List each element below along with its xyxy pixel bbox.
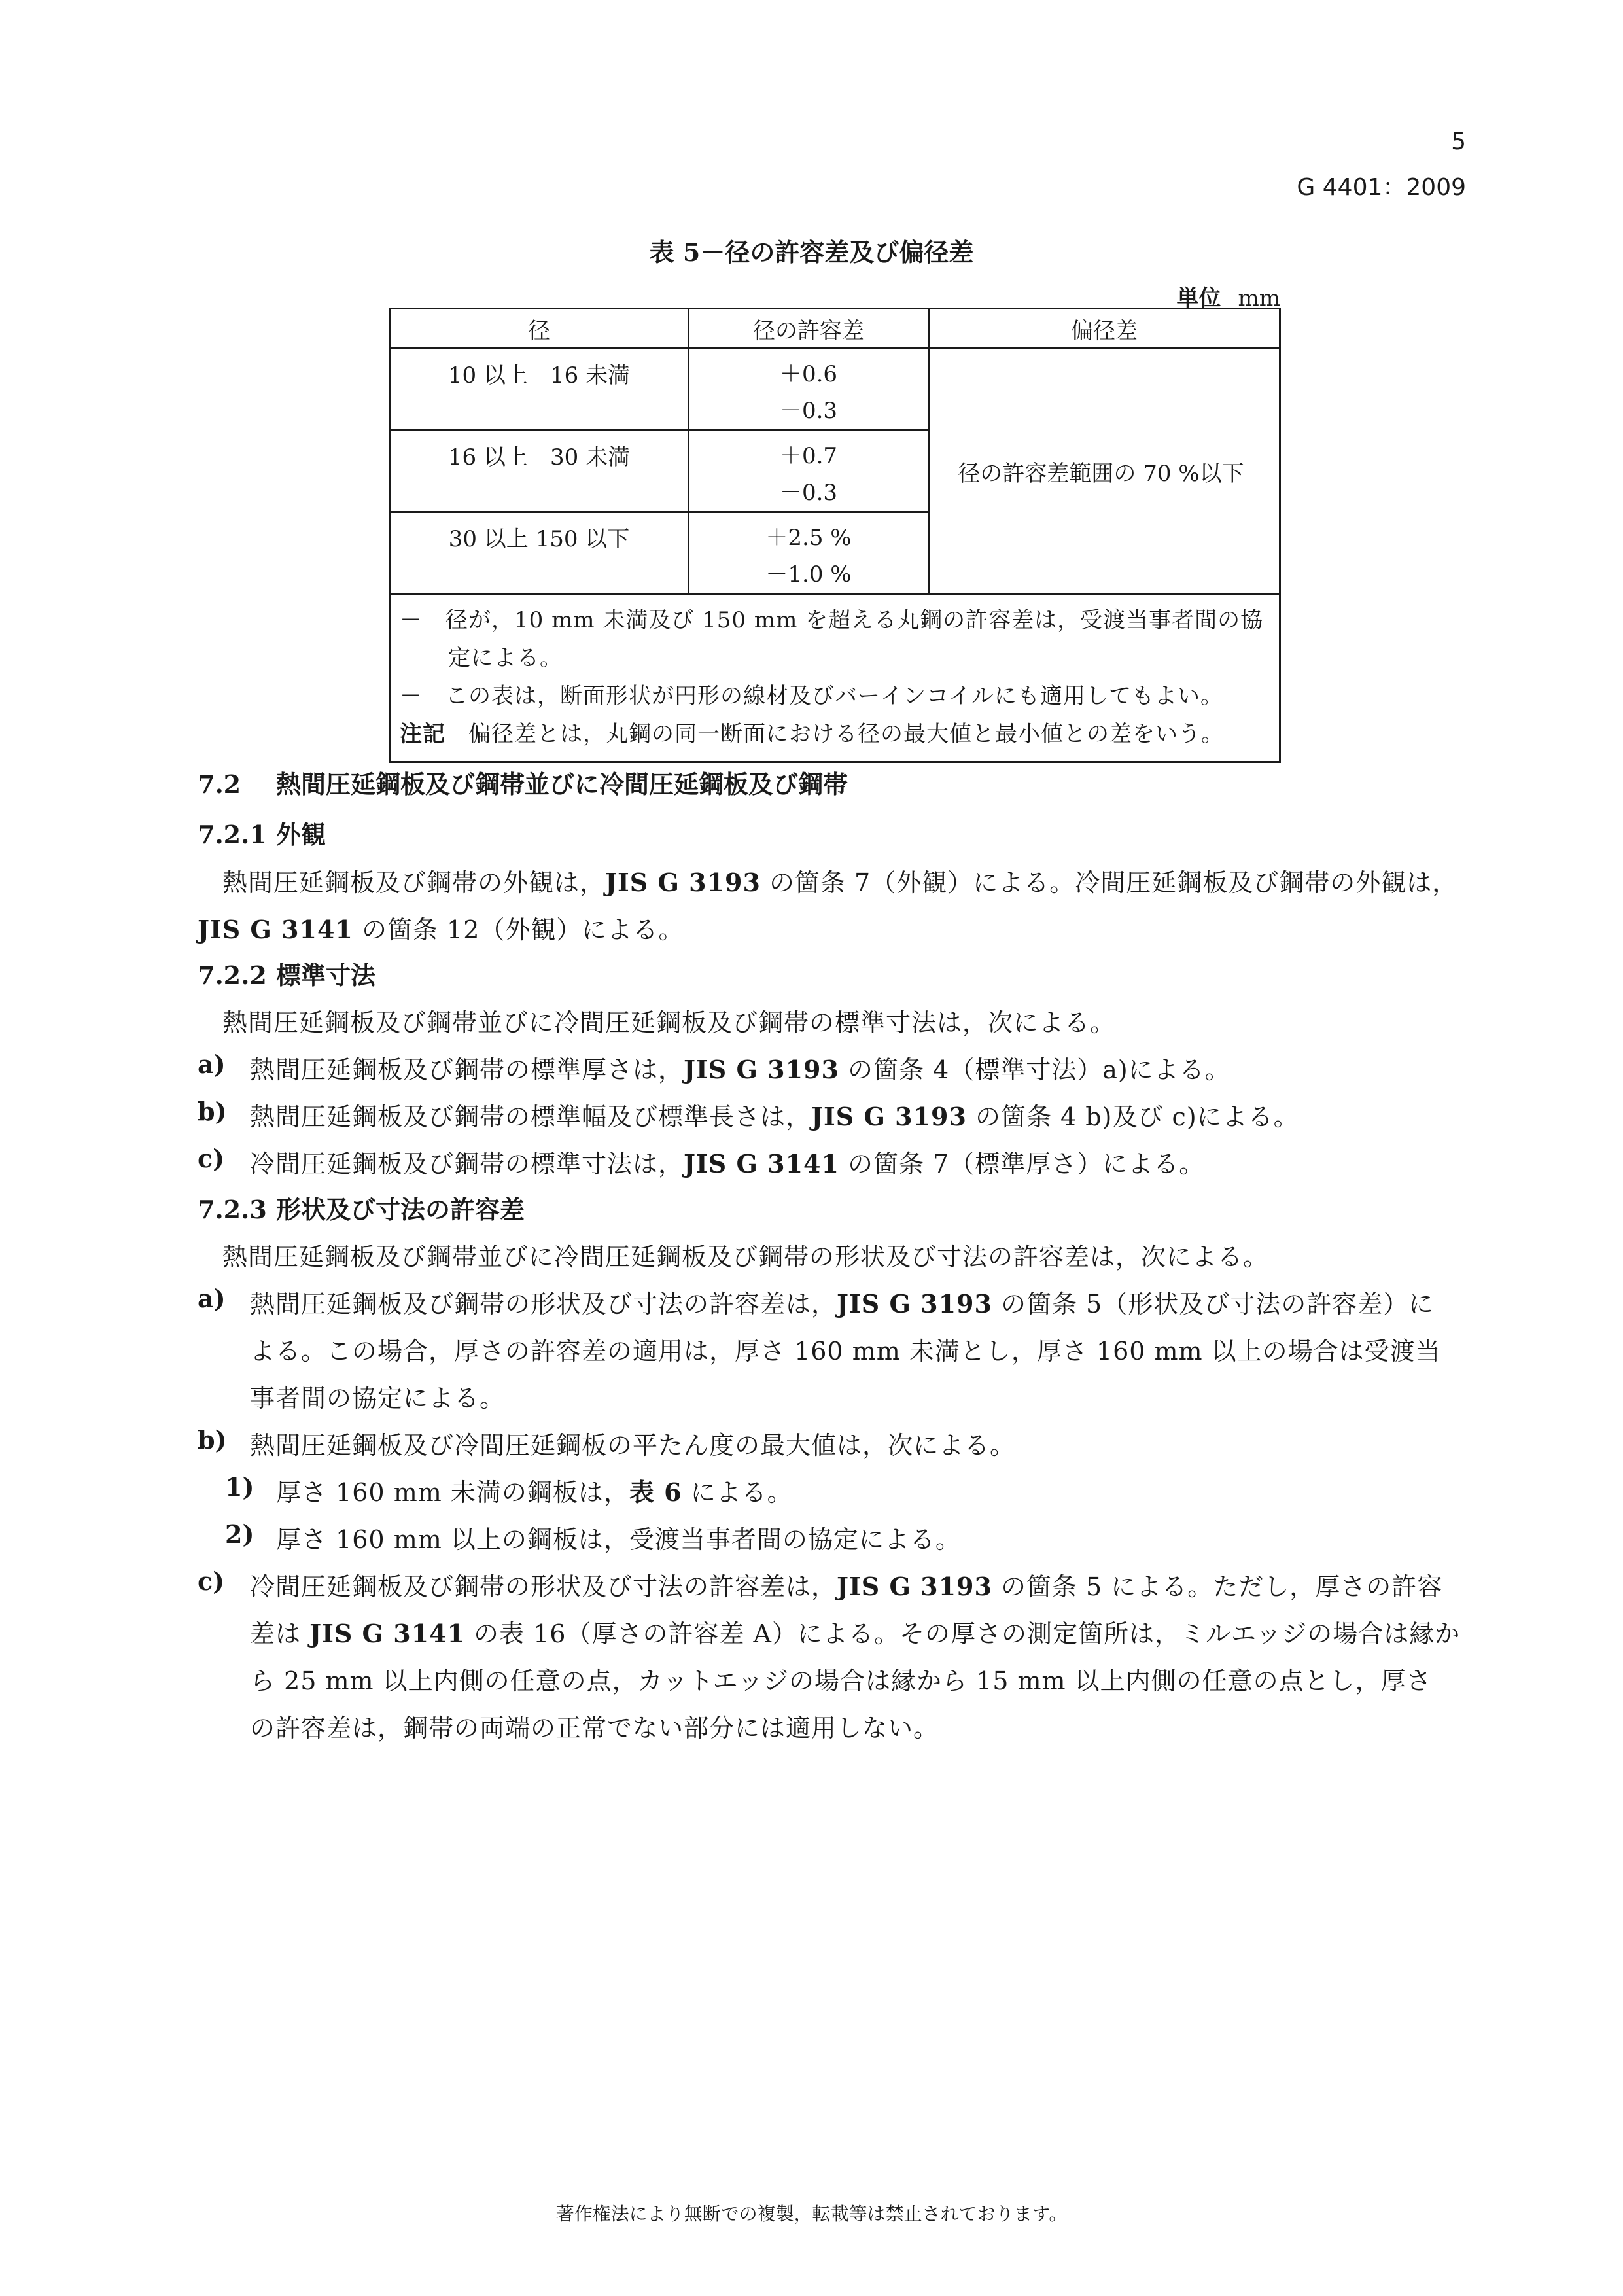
text: の箇条 7（外観）による。冷間圧延鋼板及び鋼帯の外観は， xyxy=(760,868,1458,897)
text: 熱間圧延鋼板及び鋼帯の外観は， xyxy=(222,868,606,897)
text: の箇条 4（標準寸法）a)による。 xyxy=(839,1055,1230,1084)
jis-reference: JIS G 3193 xyxy=(684,1055,839,1084)
text: の箇条 7（標準厚さ）による。 xyxy=(839,1150,1205,1178)
table-row xyxy=(390,349,1280,431)
paragraph-std-dim-intro: 熱間圧延鋼板及び鋼帯並びに冷間圧延鋼板及び鋼帯の標準寸法は，次による。 xyxy=(222,1008,1116,1037)
header-diameter: 径 xyxy=(390,309,689,349)
tolerance-minus: －1.0 % xyxy=(765,561,852,588)
table-note: 定による。 xyxy=(448,645,563,671)
item-label: b) xyxy=(198,1425,227,1455)
text: 熱間圧延鋼板及び鋼帯の形状及び寸法の許容差は， xyxy=(250,1290,837,1318)
jis-reference: JIS G 3193 xyxy=(811,1102,967,1131)
section-title: 熱間圧延鋼板及び鋼帯並びに冷間圧延鋼板及び鋼帯 xyxy=(276,769,848,799)
item-text xyxy=(250,1144,1204,1180)
text: の箇条 12（外観）による。 xyxy=(353,915,684,944)
jis-reference: JIS G 3141 xyxy=(309,1619,465,1648)
item-label: a) xyxy=(198,1050,226,1079)
item-label: b) xyxy=(198,1097,227,1126)
cell-tolerance xyxy=(689,431,929,512)
text: 冷間圧延鋼板及び鋼帯の形状及び寸法の許容差は， xyxy=(250,1572,837,1601)
text: の表 16（厚さの許容差 A）による。その厚さの測定箇所は，ミルエッジの場合は縁か xyxy=(464,1619,1461,1648)
section-number: 7.2.1 xyxy=(198,820,267,849)
item-label: a) xyxy=(198,1284,226,1313)
item-text: 熱間圧延鋼板及び冷間圧延鋼板の平たん度の最大値は，次による。 xyxy=(250,1431,1016,1460)
item-text: ら 25 mm 以上内側の任意の点，カットエッジの場合は縁から 15 mm 以上内側の任意の点とし，厚さ xyxy=(250,1667,1432,1695)
jis-reference: JIS G 3193 xyxy=(605,868,761,897)
text: 熱間圧延鋼板及び鋼帯の標準厚さは， xyxy=(250,1055,684,1084)
paragraph-appearance-1 xyxy=(222,862,1457,898)
table-header-row xyxy=(390,309,1280,349)
item-text: 事者間の協定による。 xyxy=(250,1384,506,1413)
text: による。 xyxy=(682,1478,793,1507)
remark-label: 注記 xyxy=(400,721,445,747)
item-text xyxy=(250,1566,1442,1602)
subitem-label: 1) xyxy=(225,1472,254,1502)
page-number: 5 xyxy=(1451,128,1466,155)
tolerance-plus: ＋0.6 xyxy=(779,361,838,387)
item-text xyxy=(250,1614,1460,1650)
subitem-text: 厚さ 160 mm 以上の鋼板は，受渡当事者間の協定による。 xyxy=(276,1525,961,1554)
cell-diameter: 10 以上 16 未満 xyxy=(390,349,689,431)
section-heading-7-2 xyxy=(198,764,848,800)
tolerance-minus: －0.3 xyxy=(779,480,838,506)
table-title: 表 5－径の許容差及び偏径差 xyxy=(649,238,974,267)
jis-reference: JIS G 3141 xyxy=(198,915,353,944)
cell-deviation: 径の許容差範囲の 70 %以下 xyxy=(929,349,1280,594)
jis-reference: JIS G 3193 xyxy=(837,1289,992,1318)
tolerance-minus: －0.3 xyxy=(779,398,838,424)
document-id: G 4401：2009 xyxy=(1297,174,1466,201)
copyright-footer: 著作権法により無断での複製，転載等は禁止されております。 xyxy=(555,2203,1068,2225)
subitem-text xyxy=(276,1472,793,1508)
table-notes xyxy=(390,594,1280,762)
section-heading-7-2-1 xyxy=(198,815,326,851)
item-label: c) xyxy=(198,1144,225,1173)
item-label: c) xyxy=(198,1566,225,1596)
text: 熱間圧延鋼板及び鋼帯の標準幅及び標準長さは， xyxy=(250,1103,812,1131)
text: 厚さ 160 mm 未満の鋼板は， xyxy=(276,1478,629,1507)
section-title: 形状及び寸法の許容差 xyxy=(276,1195,525,1224)
text: の箇条 5（形状及び寸法の許容差）に xyxy=(992,1290,1435,1318)
table-reference: 表 6 xyxy=(629,1477,682,1507)
section-heading-7-2-3 xyxy=(198,1190,525,1226)
text: の箇条 5 による。ただし，厚さの許容 xyxy=(992,1572,1443,1601)
section-number: 7.2.2 xyxy=(198,961,267,990)
remark-text: 偏径差とは，丸鋼の同一断面における径の最大値と最小値との差をいう。 xyxy=(468,721,1224,747)
section-number: 7.2 xyxy=(198,769,241,799)
table-note: － この表は，断面形状が円形の線材及びバーインコイルにも適用してもよい。 xyxy=(400,683,1223,709)
item-text xyxy=(250,1050,1230,1086)
text: の箇条 4 b)及び c)による。 xyxy=(966,1103,1299,1131)
item-text xyxy=(250,1097,1299,1133)
item-text: の許容差は，鋼帯の両端の正常でない部分には適用しない。 xyxy=(250,1714,939,1742)
item-text: よる。この場合，厚さの許容差の適用は，厚さ 160 mm 未満とし，厚さ 160 mm 以上の場合は受渡当 xyxy=(250,1337,1441,1366)
table-remark xyxy=(400,715,1270,753)
tolerance-plus: ＋0.7 xyxy=(779,443,838,469)
table-note: － 径が，10 mm 未満及び 150 mm を超える丸鋼の許容差は，受渡当事者間の協 xyxy=(400,607,1264,633)
cell-diameter: 30 以上 150 以下 xyxy=(390,512,689,594)
text: 差は xyxy=(250,1619,310,1648)
jis-reference: JIS G 3141 xyxy=(684,1149,839,1178)
header-tolerance: 径の許容差 xyxy=(689,309,929,349)
paragraph-tolerance-intro: 熱間圧延鋼板及び鋼帯並びに冷間圧延鋼板及び鋼帯の形状及び寸法の許容差は，次による。 xyxy=(222,1243,1269,1271)
cell-tolerance xyxy=(689,349,929,431)
section-heading-7-2-2 xyxy=(198,955,375,991)
jis-reference: JIS G 3193 xyxy=(837,1572,992,1601)
cell-tolerance xyxy=(689,512,929,594)
section-title: 標準寸法 xyxy=(276,961,376,990)
cell-diameter: 16 以上 30 未満 xyxy=(390,431,689,512)
subitem-label: 2) xyxy=(225,1519,254,1549)
table-notes-row xyxy=(390,594,1280,762)
unit-label: 単位 xyxy=(1176,285,1221,311)
header-deviation: 偏径差 xyxy=(929,309,1280,349)
item-text xyxy=(250,1284,1434,1320)
section-number: 7.2.3 xyxy=(198,1195,267,1224)
tolerance-table xyxy=(389,308,1281,763)
text: 冷間圧延鋼板及び鋼帯の標準寸法は， xyxy=(250,1150,684,1178)
tolerance-plus: ＋2.5 % xyxy=(765,525,852,551)
unit-value: mm xyxy=(1238,285,1280,311)
section-title: 外観 xyxy=(276,820,326,849)
paragraph-appearance-2 xyxy=(198,910,684,945)
